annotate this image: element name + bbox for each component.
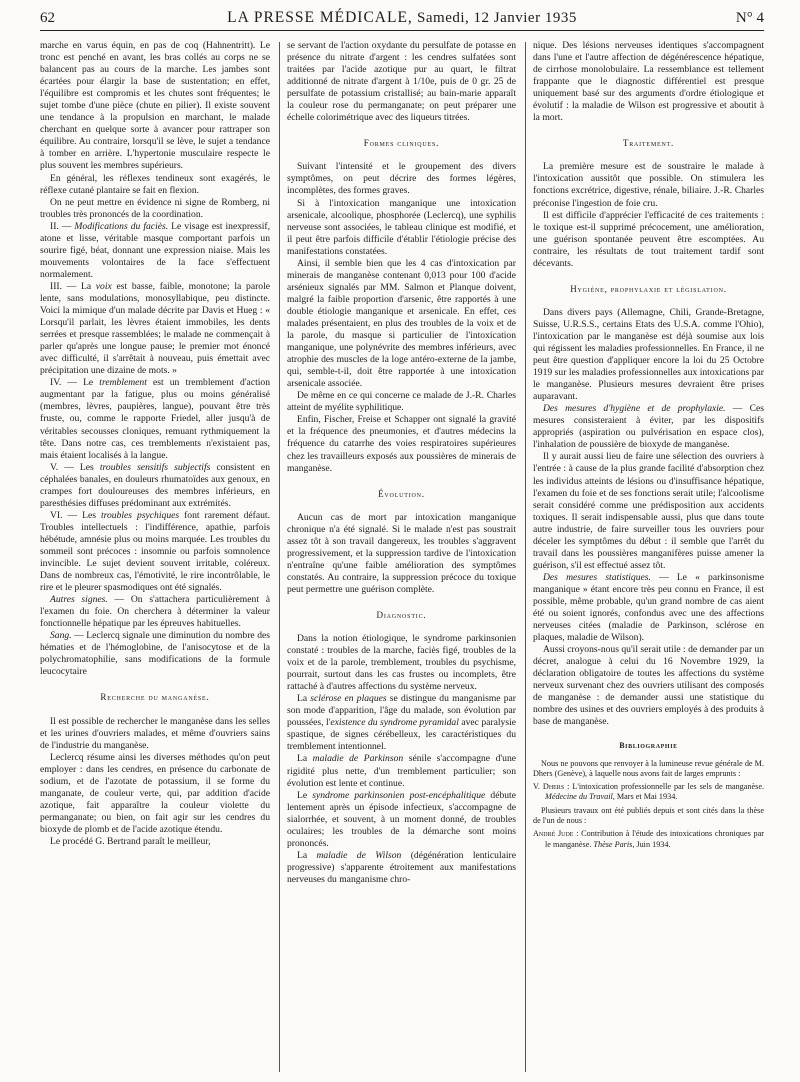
paragraph: Dans la notion étiologique, le syndrome parkinsonien constaté : troubles de la marche, faciès figé, troubles de la voix et de la parole, tremblement, troubles du psychisme, pourrait, surtout dans les cas frustes ou incomplets, être rattaché à d'autres affections du système nerveux. [287,633,516,693]
column-3 [533,40,764,1076]
paragraph: Enfin, Fischer, Freise et Schapper ont signalé la gravité et la fréquence des pneumonies, et d'autres médecins la fréquence du catarrhe des voies respiratoires supérieures chez les travailleurs exposés aux poussières de minerais de manganèse. [287,414,516,474]
bibliography-reference: André Jude : Contribution à l'étude des intoxications chroniques par le manganèse. Thèse Paris, Juin 1934. [533,829,764,849]
bibliography-heading: Bibliographie [619,741,678,751]
section-heading: Formes cliniques. [363,138,440,149]
section-heading: Recherche du manganèse. [100,692,210,703]
section-heading: Traitement. [622,138,675,149]
issue-number: N° 4 [735,10,764,26]
page-header [40,6,764,31]
paragraph: Des mesures d'hygiène et de prophylaxie. — Ces mesures consisteraient à éviter, par les dispositifs appropriés (aspiration ou pulvérisation en espace clos), l'inhalation de poussière de bioxyde de manganèse. [533,403,764,451]
paragraph: Ainsi, il semble bien que les 4 cas d'intoxication par minerais de manganèse contenant 0,013 pour 100 d'acide arsénieux signalés par MM. Salmon et Planque doivent, malgré la faible proportion d'arsenic, être rapportés à une double étiologie manganique et arsenicale. En effet, ces malades présentaient, en plus des troubles de la voix et de la parole, du masque si particulier de l'intoxication manganique, une polynévrite des membres inférieurs, avec atrophie des muscles de la loge antéro-externe de la jambe, qui, semble-t-il, doit être rapportée à une intoxication arsenicale associée. [287,257,516,390]
paragraph: De même en ce qui concerne ce malade de J.-R. Charles atteint de myélite syphilitique. [287,390,516,414]
paragraph: Suivant l'intensité et le groupement des divers symptômes, on peut décrire des formes légères, incomplètes, des formes graves. [287,161,516,197]
paragraph: II. — Modifications du faciès. Le visage est inexpressif, atone et lisse, véritable masque comportant parfois un sourire figé, béat, donnant une expression niaise. Mais les mouvements volontaires de la face s'effectuent normalement. [40,220,270,280]
paragraph: Il est difficile d'apprécier l'efficacité de ces traitements : le toxique est-il supprimé précocement, une amélioration, une guérison spontanée peuvent être escomptées. Au contraire, les résultats de tout traitement tardif sont décevants. [533,209,764,269]
bibliography-note: Nous ne pouvons que renvoyer à la lumineuse revue générale de M. Dhers (Genève), à laquelle nous avons fait de larges emprunts : [533,758,764,778]
paragraph: III. — La voix est basse, faible, monotone; la parole lente, sans modulations, monosyllabique, peu distincte. Voici la mimique d'un malade décrite par Davis et Hueg : « Lorsqu'il parlait, les lèvres étaient immobiles, les dents serrées et presque rassemblées; le malade ne commençait à parler qu'après une longue pause; le premier mot énoncé avec difficulté, il s'arrêtait à nouveau, puis émettait avec précipitation une dizaine de mots. » [40,280,270,377]
section-heading: Diagnostic. [376,609,427,620]
section-heading: Hygiène, prophylaxie et législation. [570,283,727,294]
paragraph: Aussi croyons-nous qu'il serait utile : de demander par un décret, analogue à celui du 16 Novembre 1929, la déclaration obligatoire de toutes les affections du système nerveux survenant chez des ouvriers utilisant des composés de manganèse : de demander aussi une statistique du nombre des usines et des ouvriers employés à des produits à base de manganèse. [533,644,764,728]
publication-name: LA PRESSE MÉDICALE, [227,9,413,26]
paragraph: En général, les réflexes tendineux sont exagérés, le réflexe cutané plantaire se fait en flexion. [40,172,270,196]
journal-title [40,6,764,30]
paragraph: Si à l'intoxication manganique une intoxication arsenicale, alcoolique, phosphorée (Leclercq), une syphilis nerveuse sont associées, le tableau clinique est modifié, et il peut être parfois difficile d'établir l'étiologie précise des manifestations constatées. [287,197,516,257]
paragraph: On ne peut mettre en évidence ni signe de Romberg, ni troubles très prononcés de la coordination. [40,196,270,220]
issue-date: Samedi, 12 Janvier 1935 [417,10,577,26]
paragraph: Le procédé G. Bertrand paraît le meilleur, [50,836,211,847]
column-2 [287,40,516,1076]
bibliography [533,759,764,850]
paragraph: marche en varus équin, en pas de coq (Hahnentritt). Le tronc est penché en avant, les bras collés au corps ne se balancent pas au cours de la marche. Les jambes sont écartées pour élargir la base de sustentation; en effet, l'équilibre est compromis et les chutes sont fréquentes; le sujet tombe d'une pièce (chute en pilier). Il existe souvent une tendance à la propulsion en marchant, le malade cherchant en quelque sorte à avancer pour rattraper son équilibre. Au contraire, lorsqu'il se lève, le sujet a tendance à tomber en arrière. L'hypertonie musculaire respecte le plus souvent les membres supérieurs. [40,40,270,172]
page-number: 62 [40,10,55,26]
column-divider [279,42,280,1072]
paragraph: Dans divers pays (Allemagne, Chili, Grande-Bretagne, Suisse, U.R.S.S., certains Etats des U.S.A. comme l'Ohio), l'intoxication par le manganèse est déjà soumise aux lois qui régissent les maladies professionnelles. En France, il ne peut être question d'appliquer encore la loi du 25 Octobre 1919 sur les maladies professionnelles aux intoxications par le manganèse. Plusieurs mesures devraient être prises auparavant. [533,306,764,403]
paragraph: Des mesures statistiques. — Le « parkinsonisme manganique » étant encore très peu connu en France, il est possible, même probable, qu'un grand nombre de cas aient été ou soient ignorés, confondus avec une des affections nerveuses citées (maladie de Parkinson, sclérose en plaques, maladie de Wilson). [533,571,764,644]
paragraph: Leclercq résume ainsi les diverses méthodes qu'on peut employer : dans les cendres, en présence du carbonate de sodium, et de l'azotate de potassium, il se forme du manganate, de couleur verte, qui, par addition d'acide azotique, fait apparaître la couleur violette du permanganate; ou bien, on fait agir sur les cendres du bioxyde de plomb et de l'acide azotique étendu. [40,751,270,835]
paragraph: V. — Les troubles sensitifs subjectifs consistent en céphalées banales, en douleurs rhumatoïdes aux genoux, en crampes fort douloureuses des membres inférieurs, en paresthésies diffuses prédominant aux extrémités. [40,461,270,509]
paragraph: se servant de l'action oxydante du persulfate de potasse en présence du nitrate d'argent : les cendres sulfatées sont traitées par l'acide azotique pur au quart, le filtrat additionné de nitrate d'argent à 1/10e, puis de 0 gr. 25 de persulfate de potassium cristallisé; au bain-marie apparaît la couleur rose du permanganate; on peut préparer une échelle colorimétrique avec des liqueurs titrées. [287,40,516,124]
paragraph: Autres signes. — On s'attachera particulièrement à l'examen du foie. On cherchera à déterminer la valeur fonctionnelle hépatique par les épreuves habituelles. [40,594,270,630]
paragraph: La maladie de Parkinson sénile s'accompagne d'une rigidité plus nette, d'un tremblement particulier; son évolution est lente et continue. [287,753,516,789]
bibliography-note: Plusieurs travaux ont été publiés depuis et sont cités dans la thèse de l'un de nous : [533,805,764,826]
paragraph: Aucun cas de mort par intoxication manganique chronique n'a été signalé. Si le malade n'est pas soustrait assez tôt à son travail dangereux, les troubles s'aggravent progressivement, et la suppression tardive de l'intoxication n'entraîne qu'une faible amélioration des symptômes constatés. Au contraire, la suppression précoce du toxique peut permettre une guérison complète. [287,511,516,595]
paragraph: Il y aurait aussi lieu de faire une sélection des ouvriers à l'entrée : à cause de la plus grande facilité d'absorption chez les individus atteints de lésions ou d'insuffisance hépatique, l'examen du foie et de ses fonctions serait utile; l'alcoolisme serait considéré comme une prédisposition aux accidents toxiques. Il serait indispensable aussi, plus que dans toute autre industrie, de faire surveiller tous les ouvriers pour déceler les symptômes du début : il semble que l'arrêt du travail dans les poussières manganifères puisse amener la guérison, s'il est effectué assez tôt. [533,451,764,571]
bibliography-reference: V. Dhers : L'intoxication professionnelle par les sels de manganèse. Médecine du Travail, Mars et Mai 1934. [533,782,764,802]
paragraph: IV. — Le tremblement est un tremblement d'action augmentant par la fatigue, plus ou moins généralisé (membres, lèvres, paupières, langue), pouvant être très fruste, ou, comme le rapporte Friedel, aller jusqu'à de véritables secousses cloniques, remuant rythmiquement la tête. Dans notre cas, ces tremblements n'existaient pas, mais étaient localisés à la langue. [40,377,270,461]
paragraph: Sang. — Leclercq signale une diminution du nombre des hématies et de l'hémoglobine, de l'anisocytose et de la polychromatophilie, sans modifications de la formule leucocytaire [40,630,270,678]
column-divider [525,42,526,1072]
paragraph: Il est possible de rechercher le manganèse dans les selles et les urines d'ouvriers malades, et même d'ouvriers sains de l'industrie du manganèse. [40,715,270,751]
paragraph: nique. Des lésions nerveuses identiques s'accompagnent dans l'une et l'autre affection de dégénérescence hépatique, de cirrhose monolobulaire. La ressemblance est tellement frappante que le diagnostic différentiel est presque uniquement basé sur des arguments d'ordre étiologique et évolutif : la maladie de Wilson est progressive et aboutit à la mort. [533,40,764,124]
paragraph: La sclérose en plaques se distingue du manganisme par son mode d'apparition, l'âge du malade, son évolution par poussées, l'existence du syndrome pyramidal avec paralysie spastique, de signes cérébelleux, les caractéristiques du tremblement intentionnel. [287,693,516,753]
column-1 [40,40,270,1076]
paragraph: Le syndrome parkinsonien post-encéphalitique débute lentement après un épisode infectieux, s'accompagne de sialorrhée, et souvent, à un moment donné, de troubles oculaires; les troubles de la démarche sont moins prononcés. [287,789,516,849]
paragraph: La première mesure est de soustraire le malade à l'intoxication aussitôt que possible. On stimulera les fonctions excrétrice, digestive, rénale, biliaire. J.-R. Charles préconise l'ingestion de foie cru. [533,161,764,209]
paragraph: La maladie de Wilson (dégénération lenticulaire progressive) s'apparente étroitement aux manifestations nerveuses du manganisme chro- [287,849,516,885]
section-heading: Évolution. [378,488,425,499]
paragraph: VI. — Les troubles psychiques font rarement défaut. Troubles intellectuels : l'indifférence, apathie, parfois hébétude, amnésie plus ou moins marquée. Les troubles du sommeil sont précoces : insomnie ou parfois somnolence invincible. Le sujet devient souvent irritable, coléreux. Dans de nombreux cas, l'émotivité, le rire incontrôlable, le rire et le pleurer spasmodiques ont été signalés. [40,509,270,594]
